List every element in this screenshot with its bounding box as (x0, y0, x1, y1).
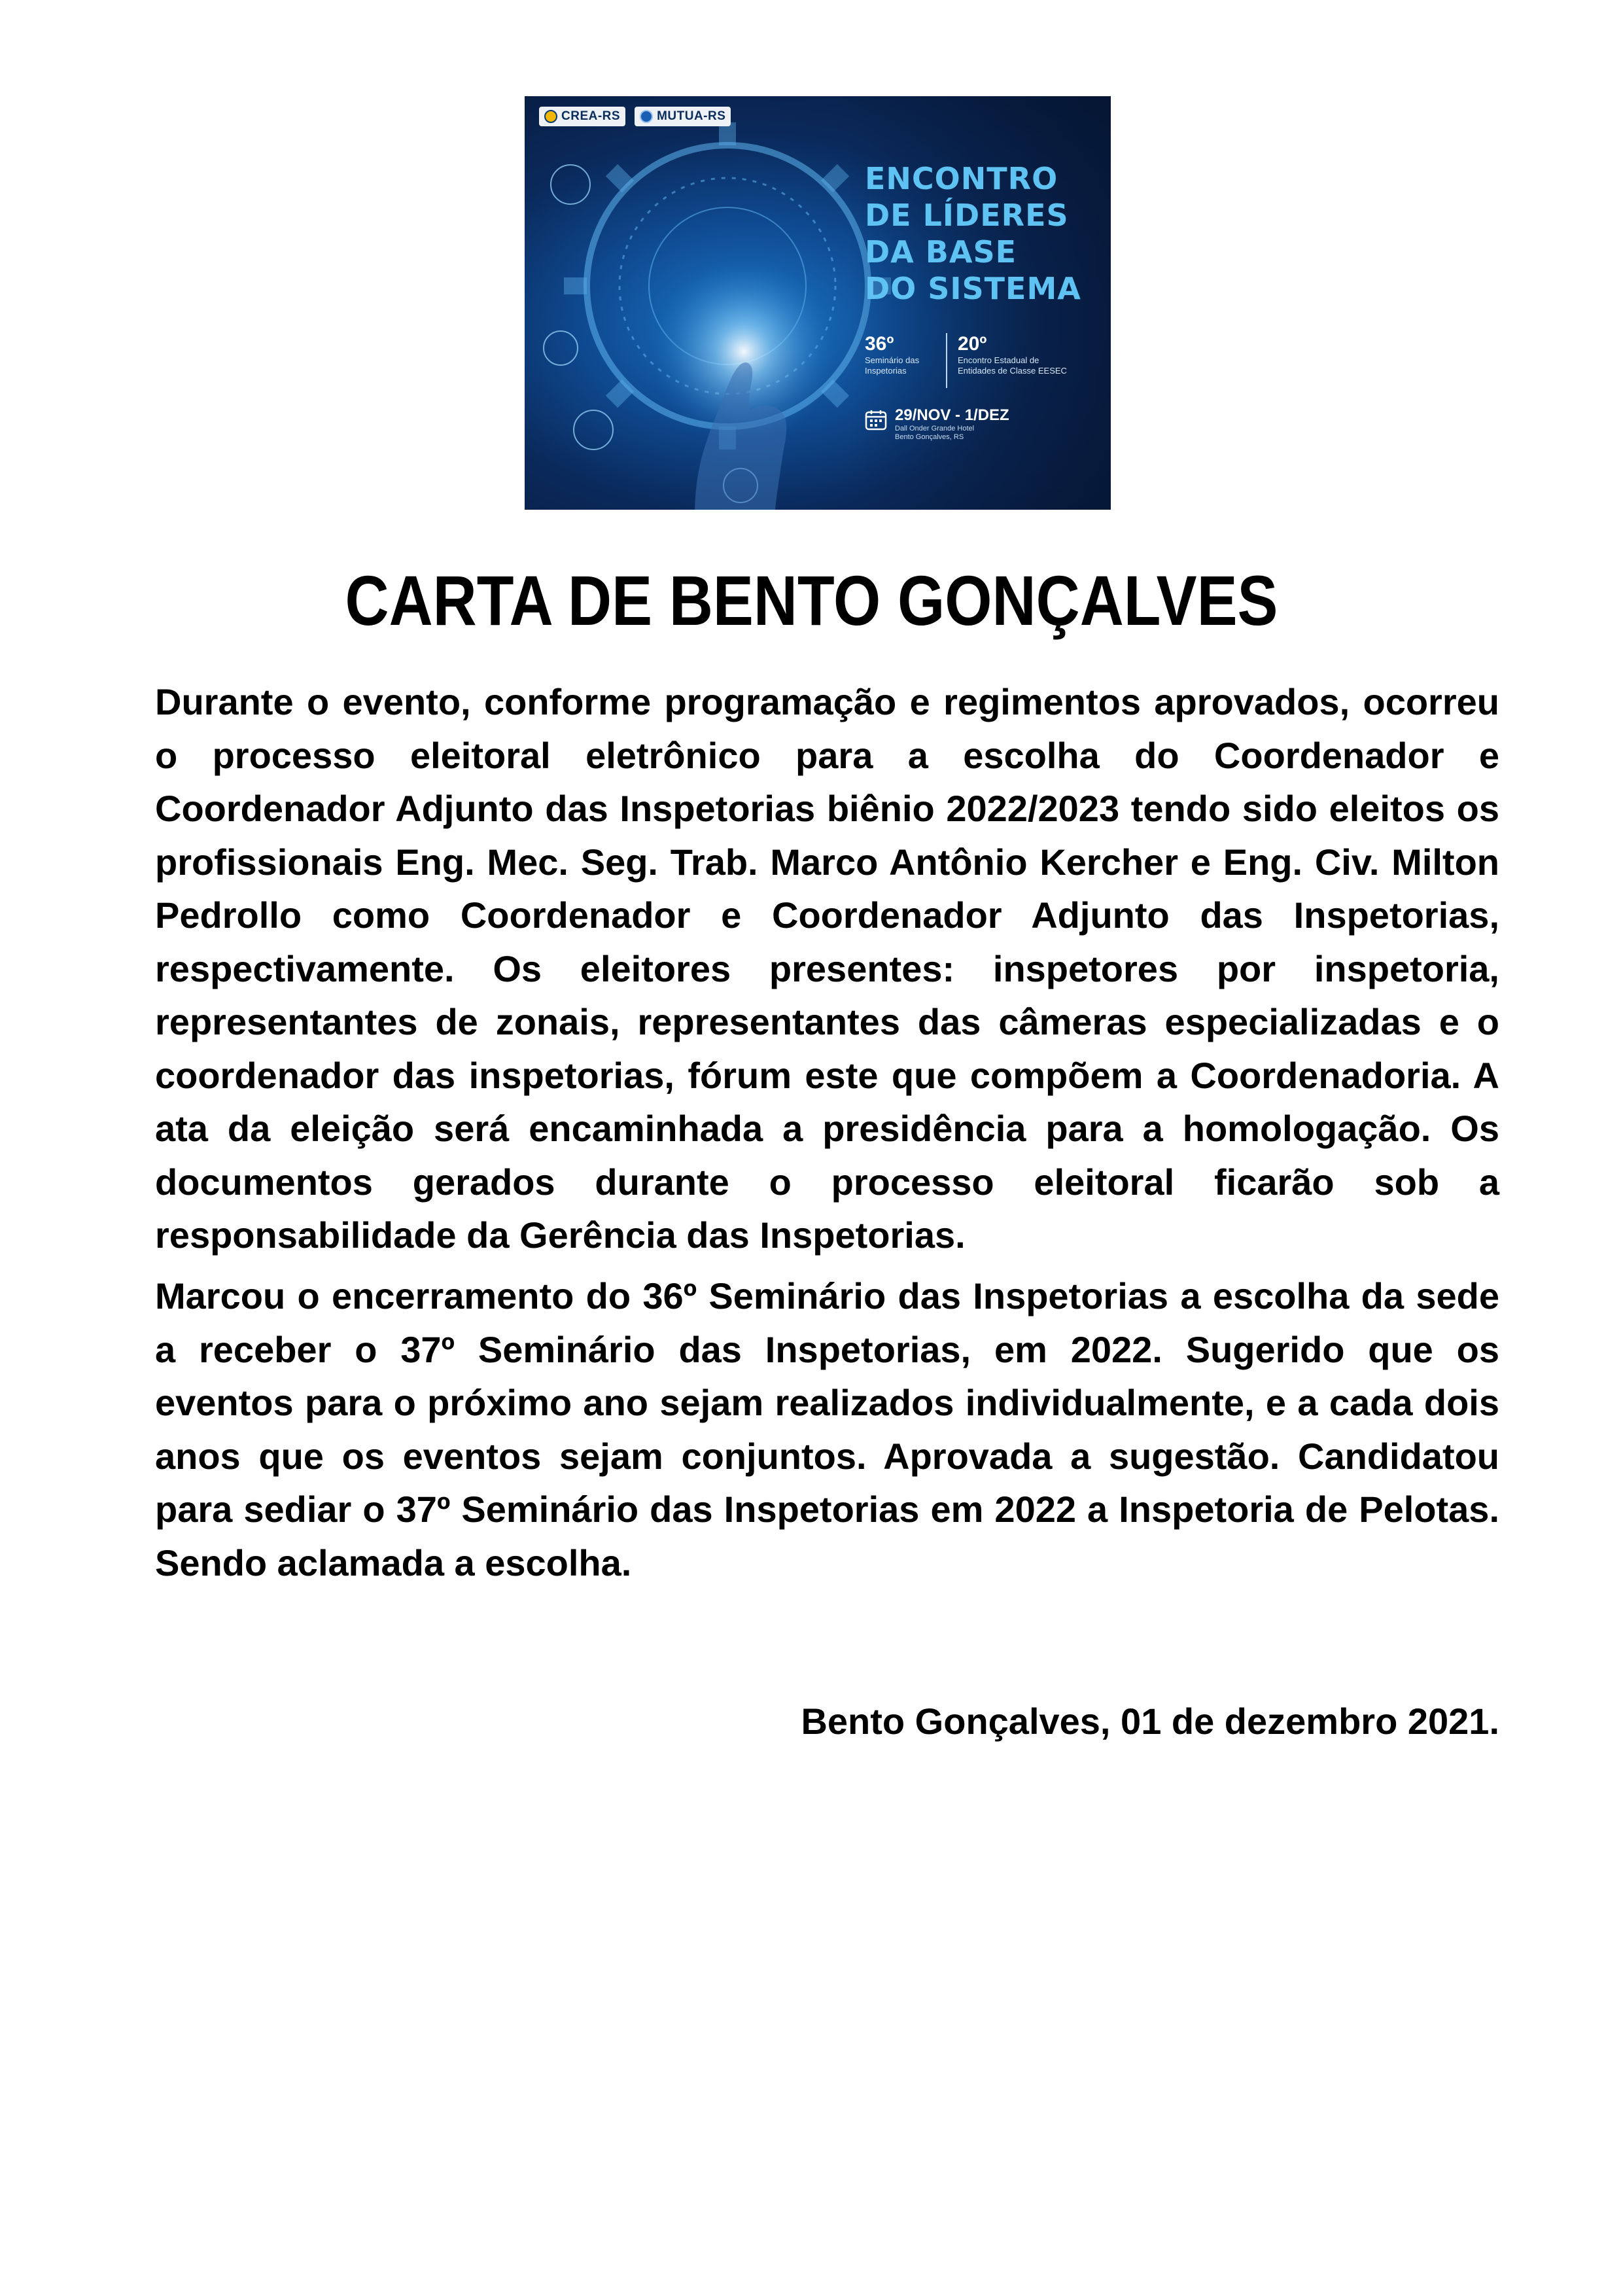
paragraph-election: Durante o evento, conforme programação e regimentos aprovados, ocorreu o processo eleitoral eletrônico para a escolha do Coordenador e Coordenador Adjunto das Inspetorias biênio 2022/2023 tendo sido eleitos os profissionais Eng. Mec. Seg. Trab. Marco Antônio Kercher e Eng. Civ. Milton Pedrollo como Coordenador e Coordenador Adjunto das Inspetorias, respectivamente. Os eleitores presentes: inspetores por inspetoria, representantes de zonais, representantes das câmeras especializadas e o coordenador das inspetorias, fórum este que compõem a Coordenadoria. A ata da eleição será encaminhada a presidência para a homologação. Os documentos gerados durante o processo eleitoral ficarão sob a responsabilidade da Gerência das Inspetorias. (155, 681, 1499, 1256)
banner-logos (539, 107, 731, 126)
event-venue-line: Dall Onder Grande Hotel (895, 425, 975, 433)
meeting-number: 20º (958, 333, 987, 355)
crea-rs-logo (539, 107, 625, 126)
place-and-date: Bento Gonçalves, 01 de dezembro 2021. (801, 1701, 1499, 1742)
document-title: CARTA DE BENTO GONÇALVES (345, 561, 1278, 640)
calendar-icon (865, 409, 887, 431)
event-venue-line: Bento Gonçalves, RS (895, 433, 964, 441)
meeting-desc-line: Encontro Estadual de (958, 355, 1039, 365)
event-date: 29/NOV - 1/DEZ (895, 406, 1009, 424)
seminar-desc-line: Seminário das (865, 355, 920, 365)
seminar-desc-line: Inspetorias (865, 366, 907, 376)
edition-divider (946, 333, 947, 388)
edition-row (865, 333, 1102, 388)
seminar-number: 36º (865, 333, 894, 355)
event-date-row (865, 406, 1009, 442)
event-title-line: DA BASE (865, 234, 1017, 270)
seminar-edition (865, 333, 942, 376)
mutua-rs-logo (635, 107, 731, 126)
meeting-edition (958, 333, 1102, 376)
mutua-rs-emblem-icon (640, 110, 653, 123)
crea-rs-emblem-icon (544, 110, 557, 123)
meeting-desc-line: Entidades de Classe EESEC (958, 366, 1067, 376)
event-title-line: DO SISTEMA (865, 271, 1081, 306)
mutua-rs-logo-text: MUTUA-RS (657, 109, 726, 123)
paragraph-closing: Marcou o encerramento do 36º Seminário das Inspetorias a escolha da sede a receber o 37º Seminário das Inspetorias, em 2022. Sugerido que os eventos para o próximo ano sejam realizados individualmente, e a cada dois anos que os eventos sejam conjuntos. Aprovada a sugestão. Candidatou para sediar o 37º Seminário das Inspetorias em 2022 a Inspetoria de Pelotas. Sendo aclamada a escolha. (155, 1275, 1499, 1583)
event-date-block (895, 406, 1009, 442)
event-banner (525, 96, 1111, 510)
event-title-line: ENCONTRO (865, 161, 1058, 196)
crea-rs-logo-text: CREA-RS (561, 109, 621, 123)
event-title (865, 160, 1107, 307)
event-title-line: DE LÍDERES (865, 198, 1069, 233)
